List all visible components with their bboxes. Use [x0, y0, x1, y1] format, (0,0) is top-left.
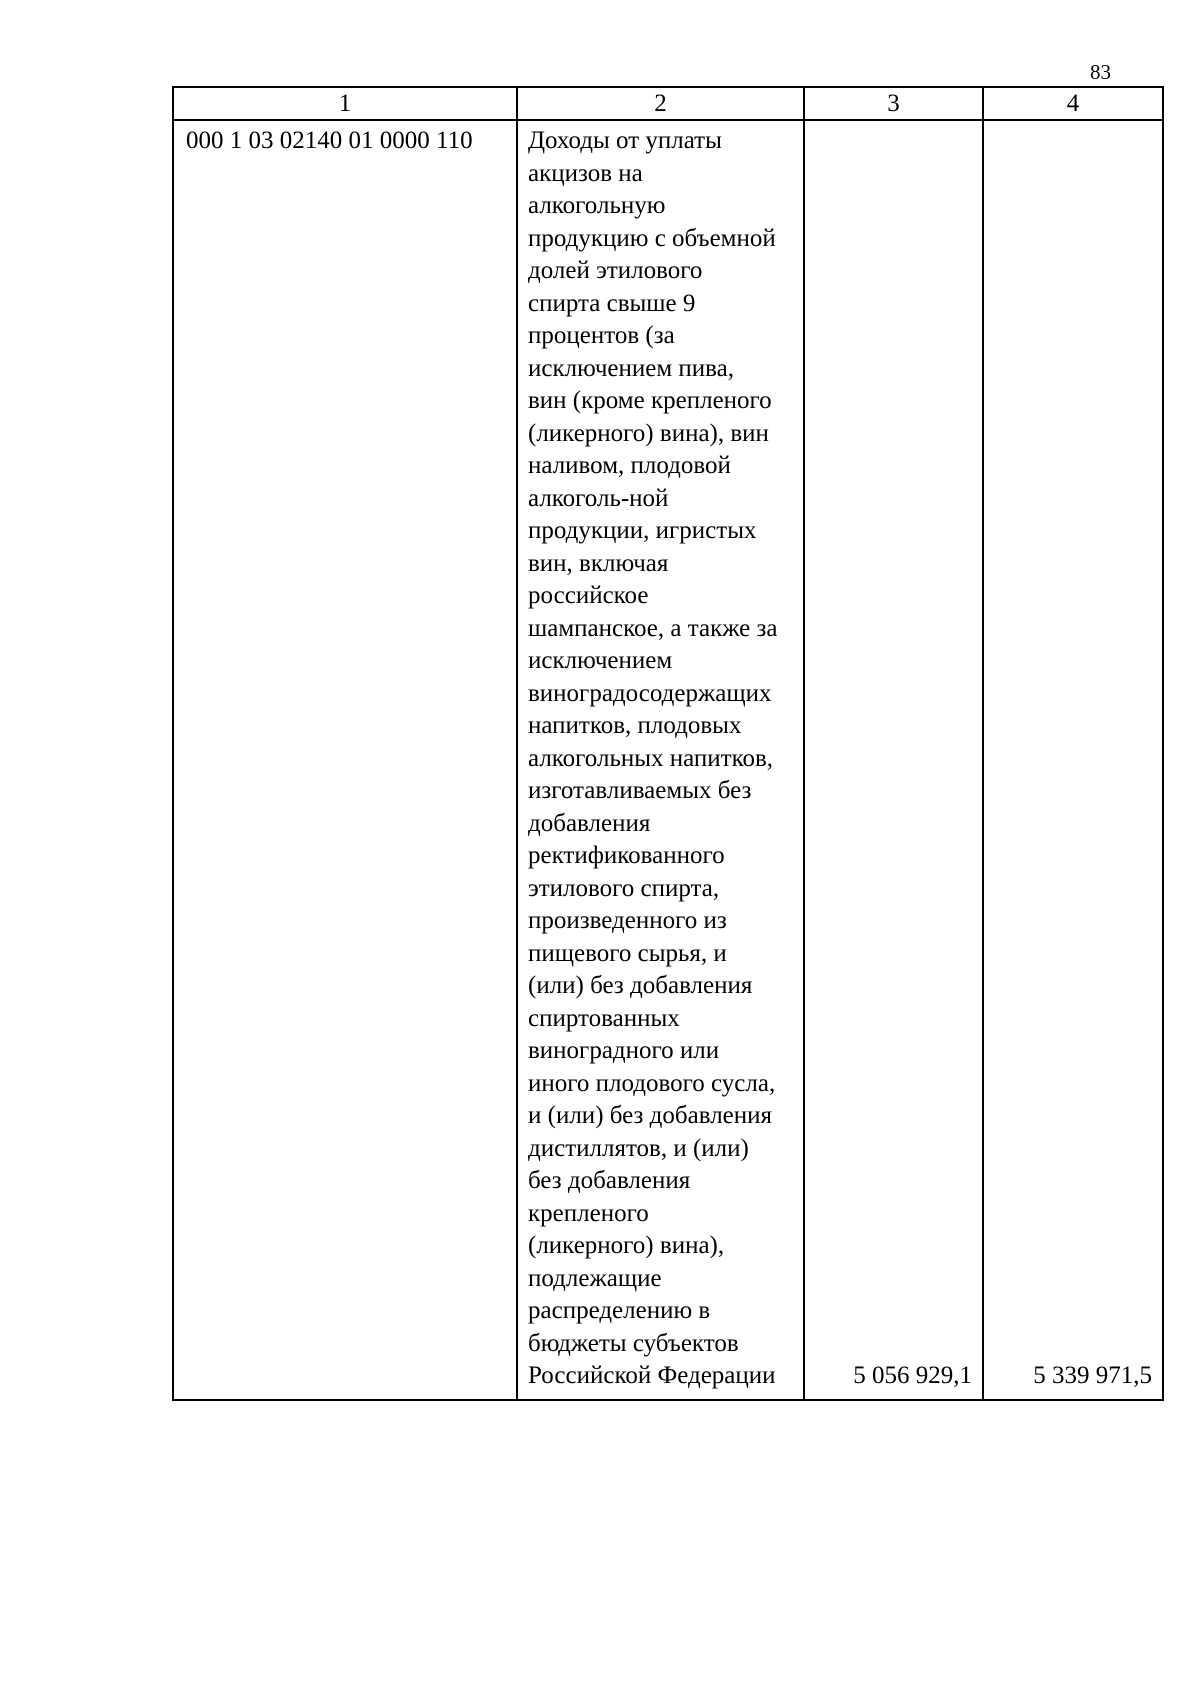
budget-code-cell: 000 1 03 02140 01 0000 110	[173, 120, 517, 1400]
description-line: вин (кроме крепленого	[528, 387, 772, 414]
description-line: ректификованного	[528, 842, 725, 869]
description-line: подлежащие	[528, 1264, 662, 1292]
description-line: алкогольную	[528, 192, 666, 219]
description-line: Доходы от уплаты	[528, 127, 722, 154]
budget-table	[172, 86, 1164, 1401]
description-line: (ликерного) вина),	[528, 1232, 725, 1259]
description-line: спиртованных	[528, 1004, 680, 1032]
description-line: российское	[528, 582, 649, 609]
description-line: напитков, плодовых	[528, 712, 742, 739]
description-line: распределению в	[528, 1297, 711, 1324]
table-header-row	[173, 87, 1163, 120]
description-line: исключением	[528, 647, 673, 674]
description-line: алкогольных напитков,	[528, 744, 774, 772]
description-line: спирта свыше 9	[528, 289, 696, 317]
description-line: наливом, плодовой	[528, 452, 731, 479]
description-line: виноградосодержащих	[528, 679, 772, 707]
header-col-1: 1	[173, 87, 517, 120]
description-line: шампанское, а также за	[528, 614, 778, 642]
description-line: добавления	[528, 809, 651, 837]
description-line: Российской Федерации	[528, 1362, 776, 1389]
page-number: 83	[1090, 60, 1111, 84]
description-line: бюджеты субъектов	[528, 1329, 739, 1357]
description-line: алкоголь-ной	[528, 484, 669, 512]
description-cell	[517, 120, 804, 1400]
header-col-2: 2	[517, 87, 804, 120]
description-line: (или) без добавления	[528, 972, 753, 999]
description-line: и (или) без добавления	[528, 1102, 773, 1129]
value-col3-cell: 5 056 929,1	[804, 120, 983, 1400]
header-col-4: 4	[983, 87, 1163, 120]
description-line: (ликерного) вина), вин	[528, 419, 769, 447]
description-line: процентов (за	[528, 322, 675, 349]
description-line: дистиллятов, и (или)	[528, 1134, 749, 1162]
description-line: изготавливаемых без	[528, 777, 752, 804]
description-line: без добавления	[528, 1167, 691, 1194]
description-line: крепленого	[528, 1199, 649, 1227]
description-line: виноградного или	[528, 1037, 720, 1064]
table-row	[173, 120, 1163, 1400]
description-line: вин, включая	[528, 549, 669, 577]
header-col-3: 3	[804, 87, 983, 120]
description-text	[528, 125, 803, 1393]
description-line: продукцию с объемной	[528, 224, 776, 252]
description-line: пищевого сырья, и	[528, 939, 727, 967]
value-col4-cell: 5 339 971,5	[983, 120, 1163, 1400]
description-line: долей этилового	[528, 257, 703, 284]
description-line: иного плодового сусла,	[528, 1069, 776, 1097]
description-line: произведенного из	[528, 907, 727, 934]
description-line: акцизов на	[528, 159, 643, 187]
description-line: исключением пива,	[528, 354, 734, 382]
description-line: этилового спирта,	[528, 874, 720, 902]
description-line: продукции, игристых	[528, 517, 757, 544]
